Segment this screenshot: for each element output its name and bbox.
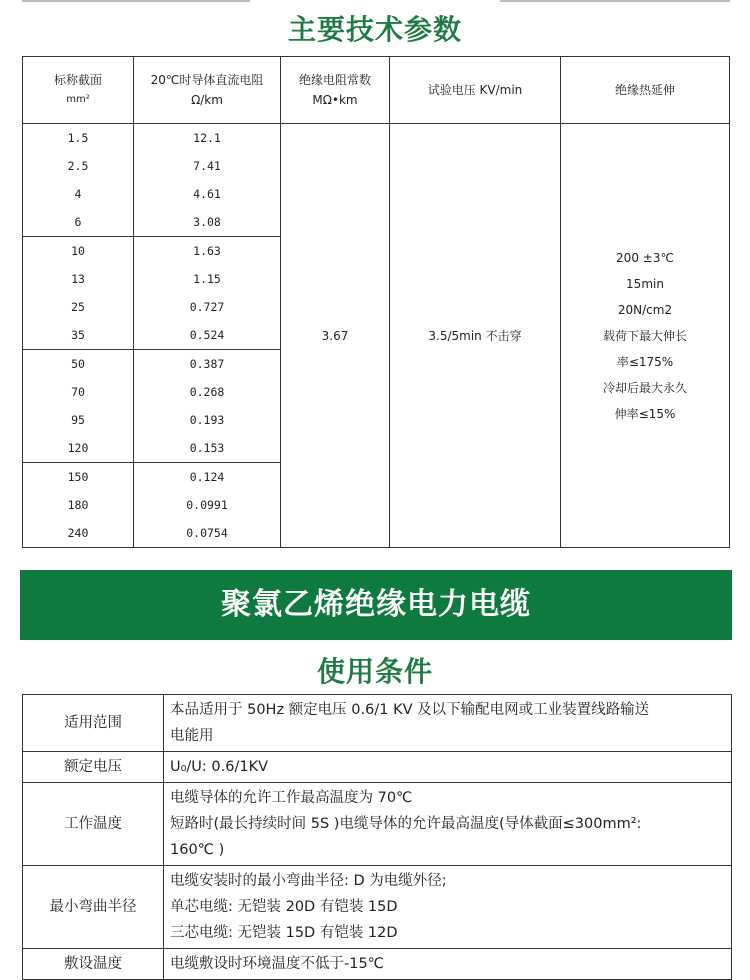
condition-line: 电缆安装时的最小弯曲半径: D 为电缆外径; [170, 873, 447, 889]
hot-set-line: 20N/cm2 [617, 302, 673, 317]
cell-section: 180 [23, 491, 134, 519]
hot-set-line: 率≤175% [616, 354, 674, 369]
conditions-title: 使用条件 [316, 655, 433, 688]
condition-row [23, 783, 732, 866]
spec-title: 主要技术参数 [287, 13, 462, 46]
cell-section: 6 [23, 208, 134, 237]
condition-line: 单芯电缆: 无铠装 20D 有铠装 15D [170, 899, 398, 915]
condition-label: 额定电压 [23, 752, 164, 783]
product-banner: 聚氯乙烯绝缘电力电缆 [20, 570, 732, 640]
condition-value [164, 695, 732, 752]
cell-section: 120 [23, 434, 134, 463]
condition-line: 短路时(最长持续时间 5S )电缆导体的允许最高温度(导体截面≤300mm²: [170, 816, 642, 832]
cell-resistance: 7.41 [134, 152, 281, 180]
condition-row [23, 695, 732, 752]
cell-section: 35 [23, 321, 134, 350]
condition-line: 电缆导体的允许工作最高温度为 70℃ [170, 790, 413, 806]
top-rule-right [500, 0, 730, 2]
cell-section: 95 [23, 406, 134, 434]
header-test-voltage: 试验电压 KV/min [390, 57, 561, 124]
cell-section: 150 [23, 463, 134, 492]
cell-section: 1.5 [23, 124, 134, 153]
spec-table [22, 56, 730, 548]
cell-resistance: 3.08 [134, 208, 281, 237]
condition-label: 工作温度 [23, 783, 164, 866]
cell-section: 240 [23, 519, 134, 548]
cell-section: 13 [23, 265, 134, 293]
condition-line: 电能用 [170, 728, 214, 744]
top-rule-left [22, 0, 250, 2]
cell-resistance: 0.0754 [134, 519, 281, 548]
header-insulation-constant: 绝缘电阻常数 MΩ•km [281, 57, 390, 124]
cell-resistance: 12.1 [134, 124, 281, 153]
cell-resistance: 0.153 [134, 434, 281, 463]
cell-resistance: 0.524 [134, 321, 281, 350]
condition-line: U₀/U: 0.6/1KV [170, 759, 269, 775]
condition-value [164, 752, 732, 783]
condition-label: 最小弯曲半径 [23, 866, 164, 949]
condition-value [164, 949, 732, 980]
cell-resistance: 0.124 [134, 463, 281, 492]
condition-label: 适用范围 [23, 695, 164, 752]
header-resistance: 20℃时导体直流电阻 Ω/km [134, 57, 281, 124]
condition-value [164, 783, 732, 866]
condition-line: 160℃ ) [170, 842, 225, 858]
hot-set-line: 载荷下最大伸长 [602, 328, 687, 343]
cell-resistance: 1.63 [134, 237, 281, 266]
condition-label: 敷设温度 [23, 949, 164, 980]
cell-resistance: 0.0991 [134, 491, 281, 519]
condition-value [164, 866, 732, 949]
hot-set-line: 冷却后最大永久 [602, 380, 687, 395]
cell-hot-set [561, 124, 730, 548]
cell-insulation-constant: 3.67 [281, 124, 390, 548]
header-section: 标称截面 mm² [23, 57, 134, 124]
spec-header-row [23, 57, 730, 124]
condition-row [23, 866, 732, 949]
cell-section: 10 [23, 237, 134, 266]
hot-set-line: 伸率≤15% [614, 406, 676, 421]
condition-row [23, 949, 732, 980]
cell-resistance: 0.727 [134, 293, 281, 321]
cell-section: 70 [23, 378, 134, 406]
condition-row [23, 752, 732, 783]
condition-line: 三芯电缆: 无铠装 15D 有铠装 12D [170, 925, 398, 941]
cell-section: 25 [23, 293, 134, 321]
cell-resistance: 0.268 [134, 378, 281, 406]
cell-test-voltage: 3.5/5min 不击穿 [390, 124, 561, 548]
cell-resistance: 1.15 [134, 265, 281, 293]
cell-section: 4 [23, 180, 134, 208]
cell-resistance: 0.387 [134, 350, 281, 379]
hot-set-line: 200 ±3℃ [616, 250, 674, 265]
hot-set-line: 15min [626, 276, 664, 291]
cell-resistance: 4.61 [134, 180, 281, 208]
cell-section: 50 [23, 350, 134, 379]
cell-resistance: 0.193 [134, 406, 281, 434]
condition-line: 电缆敷设时环境温度不低于-15℃ [170, 956, 384, 972]
cell-section: 2.5 [23, 152, 134, 180]
conditions-table [22, 694, 732, 980]
condition-line: 本品适用于 50Hz 额定电压 0.6/1 KV 及以下输配电网或工业装置线路输送 [170, 702, 650, 718]
header-hot-set: 绝缘热延伸 [561, 57, 730, 124]
spec-row [23, 124, 730, 153]
